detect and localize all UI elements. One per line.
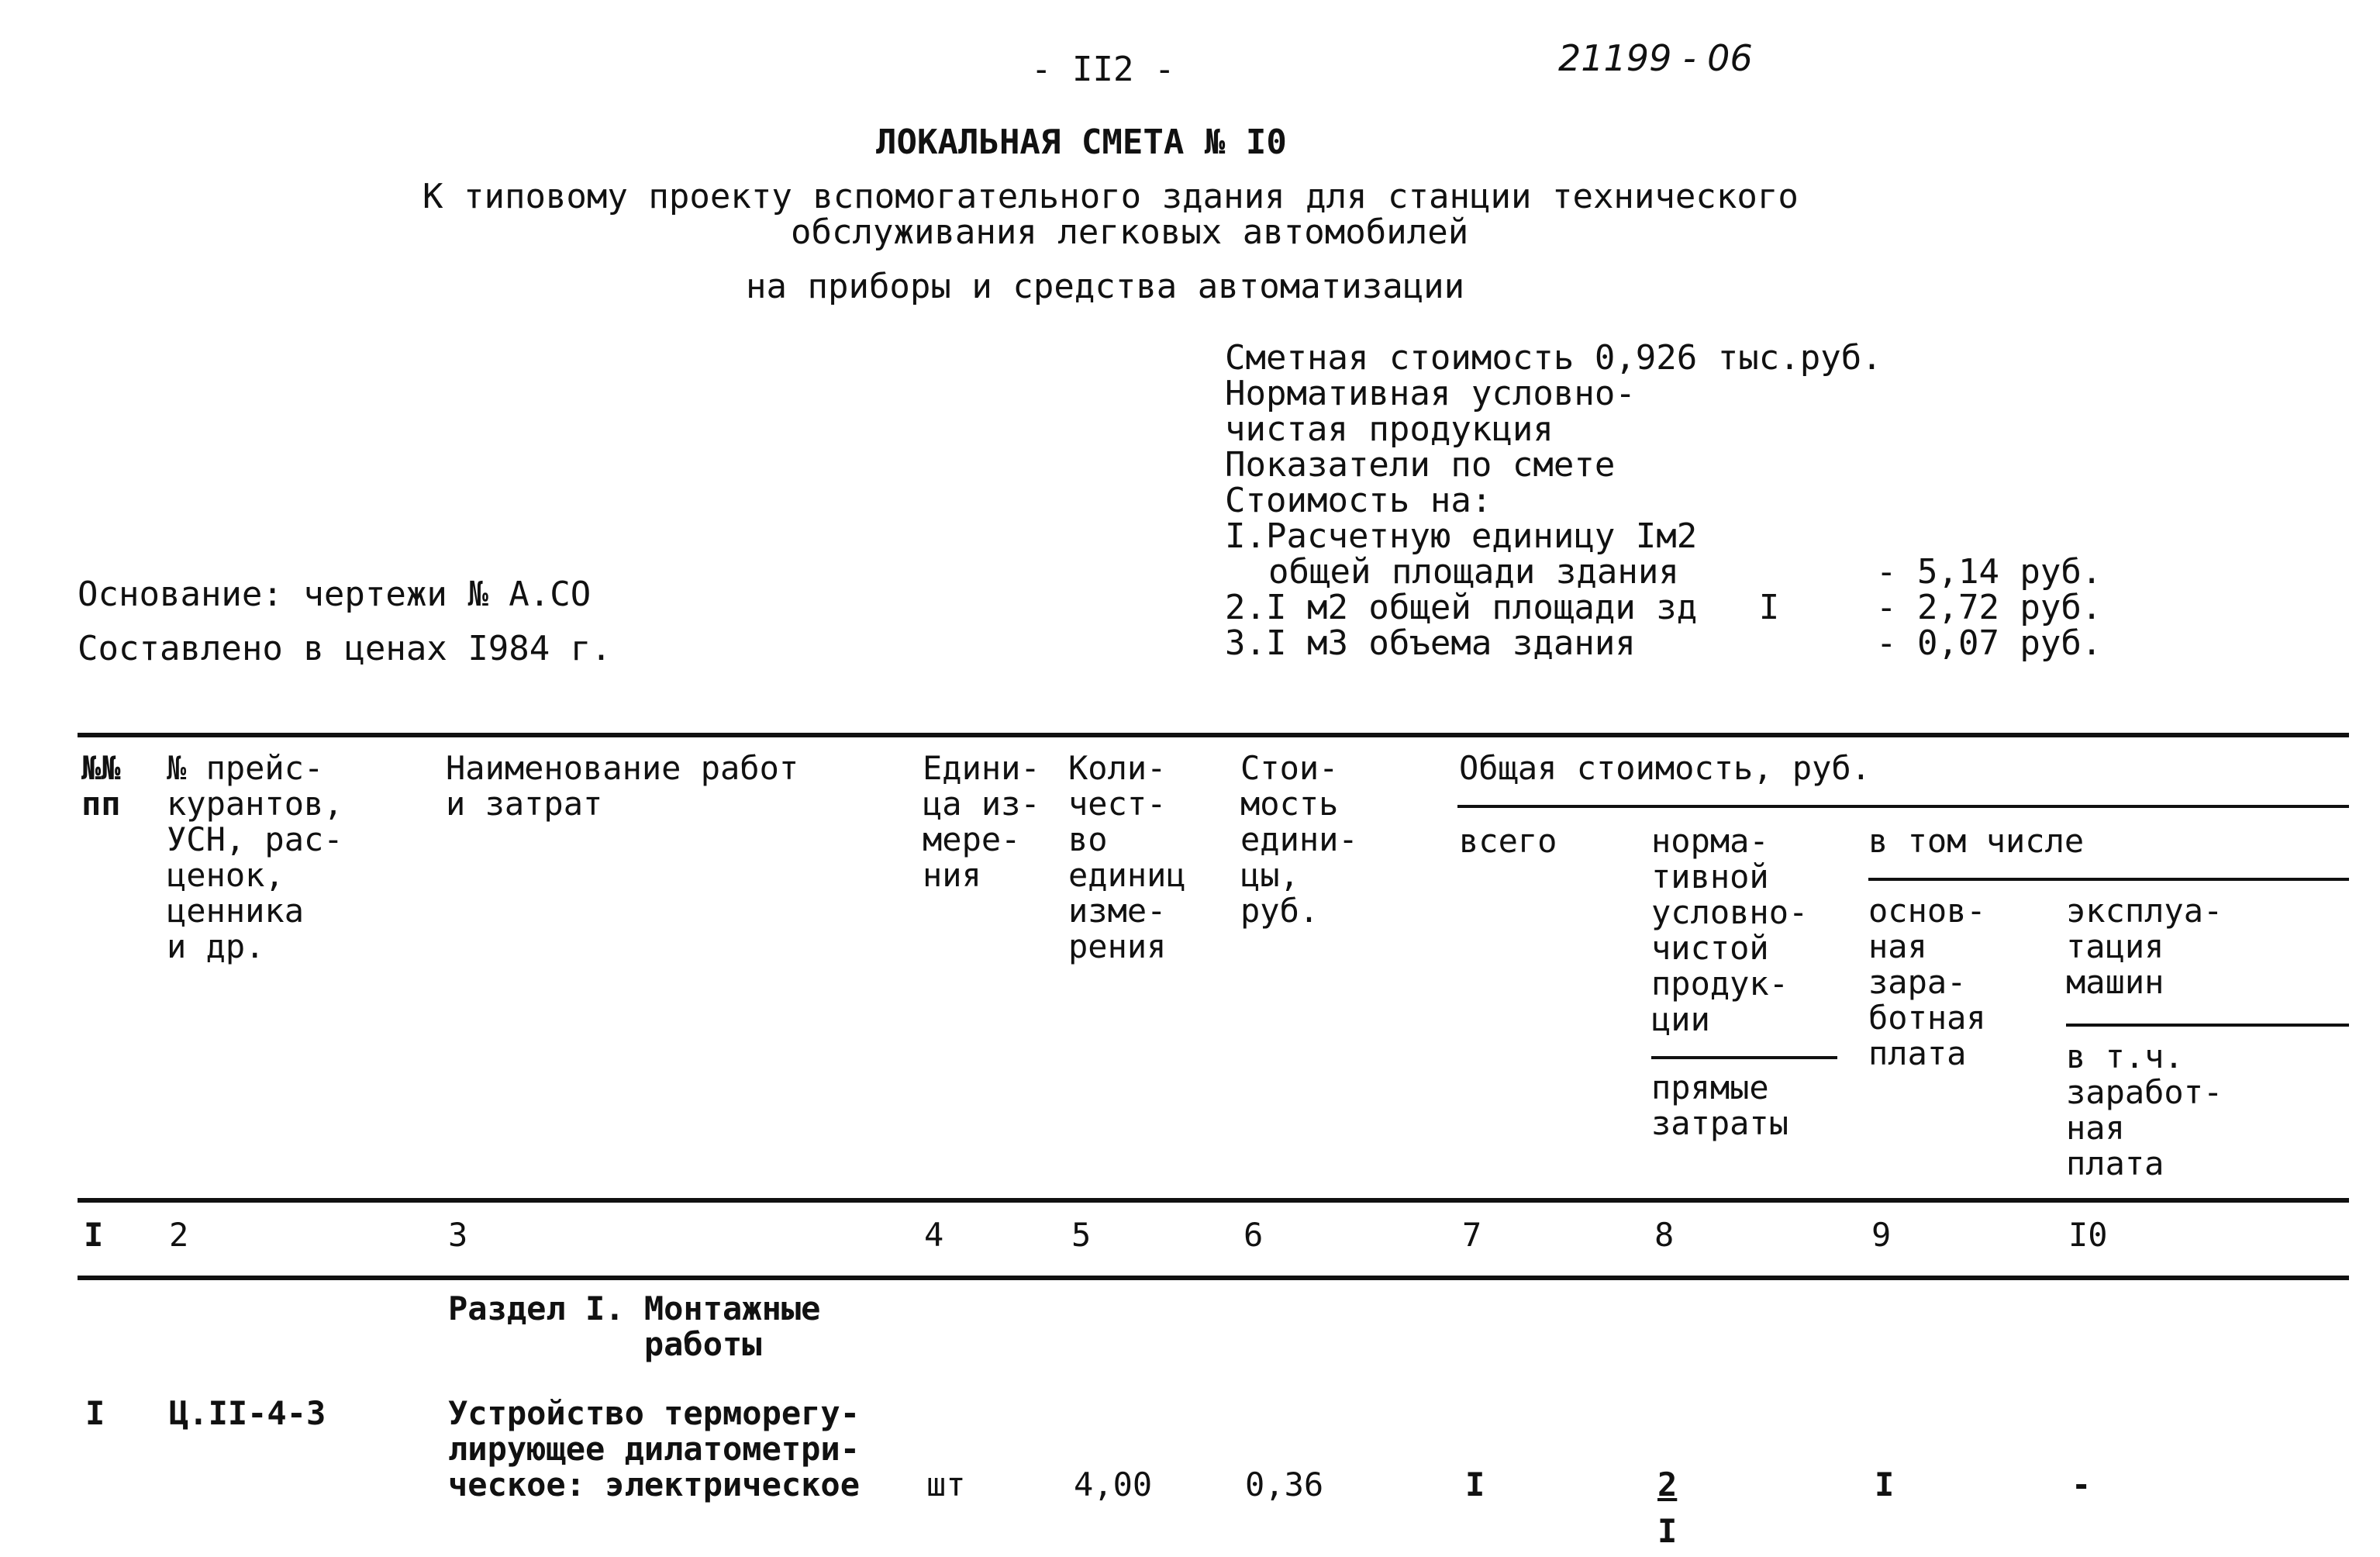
row-base-wage: I	[1875, 1466, 1895, 1503]
row-norm-product: 2	[1657, 1466, 1678, 1503]
indicator-1-line-b: общей площади здания	[1268, 552, 1679, 592]
prices-line: Составлено в ценах I984 г.	[78, 629, 612, 668]
row-direct-costs: I	[1657, 1512, 1678, 1550]
table-top-rule	[78, 733, 2349, 737]
indicator-3-value: - 0,07 руб.	[1876, 623, 2102, 663]
col-number: 2	[169, 1216, 189, 1254]
header-unit: Едини- ца из- мере- ния	[923, 749, 1040, 894]
header-price-ref: № прейс- курантов, УСН, рас- ценок, ценника и др.	[167, 749, 343, 965]
header-norm-product: норма- тивной условно- чистой продук- ции	[1651, 822, 1809, 1038]
col-number: I0	[2068, 1216, 2108, 1254]
norm-line-2: чистая продукция	[1225, 409, 1554, 449]
indicator-2-value: - 2,72 руб.	[1876, 588, 2102, 627]
col-number: 7	[1462, 1216, 1482, 1254]
row-unit-cost: 0,36	[1245, 1466, 1324, 1503]
col-number: 5	[1071, 1216, 1092, 1254]
col-number: 6	[1243, 1216, 1264, 1254]
section-heading: Раздел I. Монтажные работы	[448, 1289, 821, 1363]
row-work-name: Устройство терморегу- лирующее дилатометри- ческое: электрическое	[448, 1394, 861, 1503]
page-number: - II2 -	[1031, 50, 1175, 89]
col-numbers-rule	[78, 1276, 2349, 1280]
header-row-number: №№ пп	[81, 749, 121, 823]
incl-rule	[1868, 878, 2349, 881]
row-price-ref: Ц.II-4-3	[169, 1394, 326, 1432]
basis-line: Основание: чертежи № А.СО	[78, 575, 592, 614]
header-direct-costs: прямые затраты	[1651, 1068, 1789, 1142]
header-work-name: Наименование работ и затрат	[446, 749, 799, 823]
indicator-3: 3.I м3 объема здания	[1225, 623, 1636, 663]
subtitle-line-3: на приборы и средства автоматизации	[746, 267, 1465, 306]
row-quantity: 4,00	[1074, 1466, 1153, 1503]
machines-rule	[2066, 1024, 2349, 1027]
col-number: 3	[448, 1216, 468, 1254]
handwritten-doc-code: 21199 - 06	[1558, 37, 1753, 79]
header-total: всего	[1459, 822, 1557, 860]
header-unit-cost: Стои- мость едини- цы, руб.	[1240, 749, 1358, 930]
estimated-cost: Сметная стоимость 0,926 тыс.руб.	[1225, 338, 1882, 378]
header-quantity: Коли- чест- во единиц изме- рения	[1068, 749, 1186, 965]
col-number: I	[84, 1216, 104, 1254]
indicator-1-value: - 5,14 руб.	[1876, 552, 2102, 592]
header-machine-wage: в т.ч. заработ- ная плата	[2066, 1037, 2223, 1182]
col-number: 4	[924, 1216, 944, 1254]
cost-per-heading: Стоимость на:	[1225, 481, 1492, 520]
row-total: I	[1465, 1466, 1485, 1503]
header-total-cost: Общая стоимость, руб.	[1459, 749, 1871, 787]
header-base-wage: основ- ная зара- ботная плата	[1868, 892, 1986, 1072]
row-machine-operation: -	[2071, 1466, 2092, 1503]
indicators-heading: Показатели по смете	[1225, 445, 1616, 485]
row-unit: шт	[926, 1466, 966, 1503]
col-number: 9	[1871, 1216, 1892, 1254]
norm-line-1: Нормативная условно-	[1225, 374, 1636, 413]
col-number: 8	[1654, 1216, 1675, 1254]
subtitle-line-2: обслуживания легковых автомобилей	[791, 212, 1469, 252]
header-machine-operation: эксплуа- тация машин	[2066, 892, 2223, 1001]
norm-rule	[1651, 1056, 1837, 1059]
subtitle-line-1: К типовому проекту вспомогательного здания для станции технического	[423, 177, 1799, 216]
header-including: в том числе	[1868, 822, 2085, 860]
indicator-2: 2.I м2 общей площади зд I	[1225, 588, 1780, 627]
document-title: ЛОКАЛЬНАЯ СМЕТА № I0	[876, 123, 1287, 162]
indicator-1-line-a: I.Расчетную единицу Iм2	[1225, 516, 1698, 556]
row-number: I	[85, 1394, 105, 1432]
total-cost-rule	[1457, 805, 2349, 808]
header-bottom-rule	[78, 1198, 2349, 1203]
